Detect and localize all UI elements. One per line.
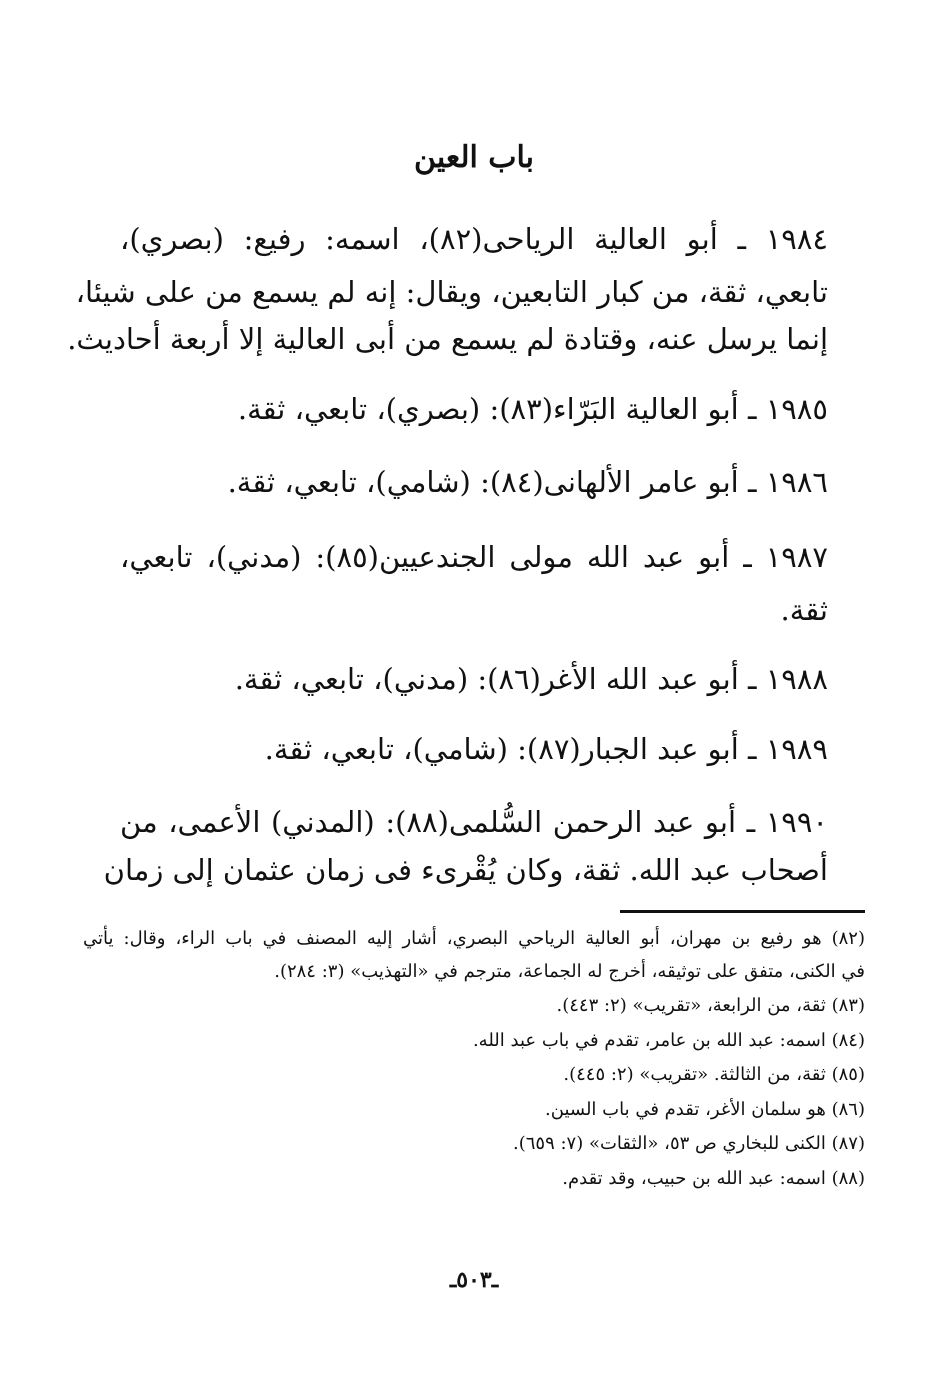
section-title: باب العين [413,140,534,175]
entry-1990-line-1: ١٩٩٠ ـ أبو عبد الرحمن السُّلمى(٨٨): (المدني) الأعمى، من [120,805,828,839]
footnote-86: (٨٦) هو سلمان الأغر، تقدم في باب السين. [545,1099,865,1120]
footnote-82-line-1: (٨٢) هو رفيع بن مهران، أبو العالية الرياحي البصري، أشار إليه المصنف في باب الراء، وقال: يأتي [83,928,865,949]
footnote-85: (٨٥) ثقة، من الثالثة. «تقريب» (٢: ٤٤٥). [563,1064,865,1085]
entry-1987-line-2: ثقة. [780,593,828,627]
entry-1986-line-1: ١٩٨٦ ـ أبو عامر الألهانى(٨٤): (شامي)، تابعي، ثقة. [227,465,828,499]
footnote-separator [620,910,865,913]
page-number: ـ٥٠٣ـ [449,1267,499,1293]
entry-1990-line-2: أصحاب عبد الله. ثقة، وكان يُقْرىء فى زمان عثمان إلى زمان [103,853,828,887]
entry-1984-line-3: إنما يرسل عنه، وقتادة لم يسمع من أبى العالية إلا أربعة أحاديث. [67,322,828,356]
footnote-84: (٨٤) اسمه: عبد الله بن عامر، تقدم في باب عبد الله. [472,1030,865,1051]
footnote-88: (٨٨) اسمه: عبد الله بن حبيب، وقد تقدم. [562,1168,865,1189]
footnote-83: (٨٣) ثقة، من الرابعة، «تقريب» (٢: ٤٤٣). [556,995,865,1016]
footnote-87: (٨٧) الكنى للبخاري ص ٥٣، «الثقات» (٧: ٦٥٩). [512,1133,865,1154]
footnote-82-line-2: في الكنى، متفق على توثيقه، أخرج له الجماعة، مترجم في «التهذيب» (٣: ٢٨٤). [274,961,865,982]
entry-1988-line-1: ١٩٨٨ ـ أبو عبد الله الأغر(٨٦): (مدني)، تابعي، ثقة. [234,662,828,696]
entry-1985-line-1: ١٩٨٥ ـ أبو العالية البَرّاء(٨٣): (بصري)، تابعي، ثقة. [237,392,828,426]
entry-1984-line-2: تابعي، ثقة، من كبار التابعين، ويقال: إنه لم يسمع من على شيئا، [75,275,828,309]
entry-1989-line-1: ١٩٨٩ ـ أبو عبد الجبار(٨٧): (شامي)، تابعي، ثقة. [264,732,828,766]
entry-1987-line-1: ١٩٨٧ ـ أبو عبد الله مولى الجندعيين(٨٥): (مدني)، تابعي، [120,540,828,574]
entry-1984-line-1: ١٩٨٤ ـ أبو العالية الرياحى(٨٢)، اسمه: رفيع: (بصري)، [120,222,829,256]
